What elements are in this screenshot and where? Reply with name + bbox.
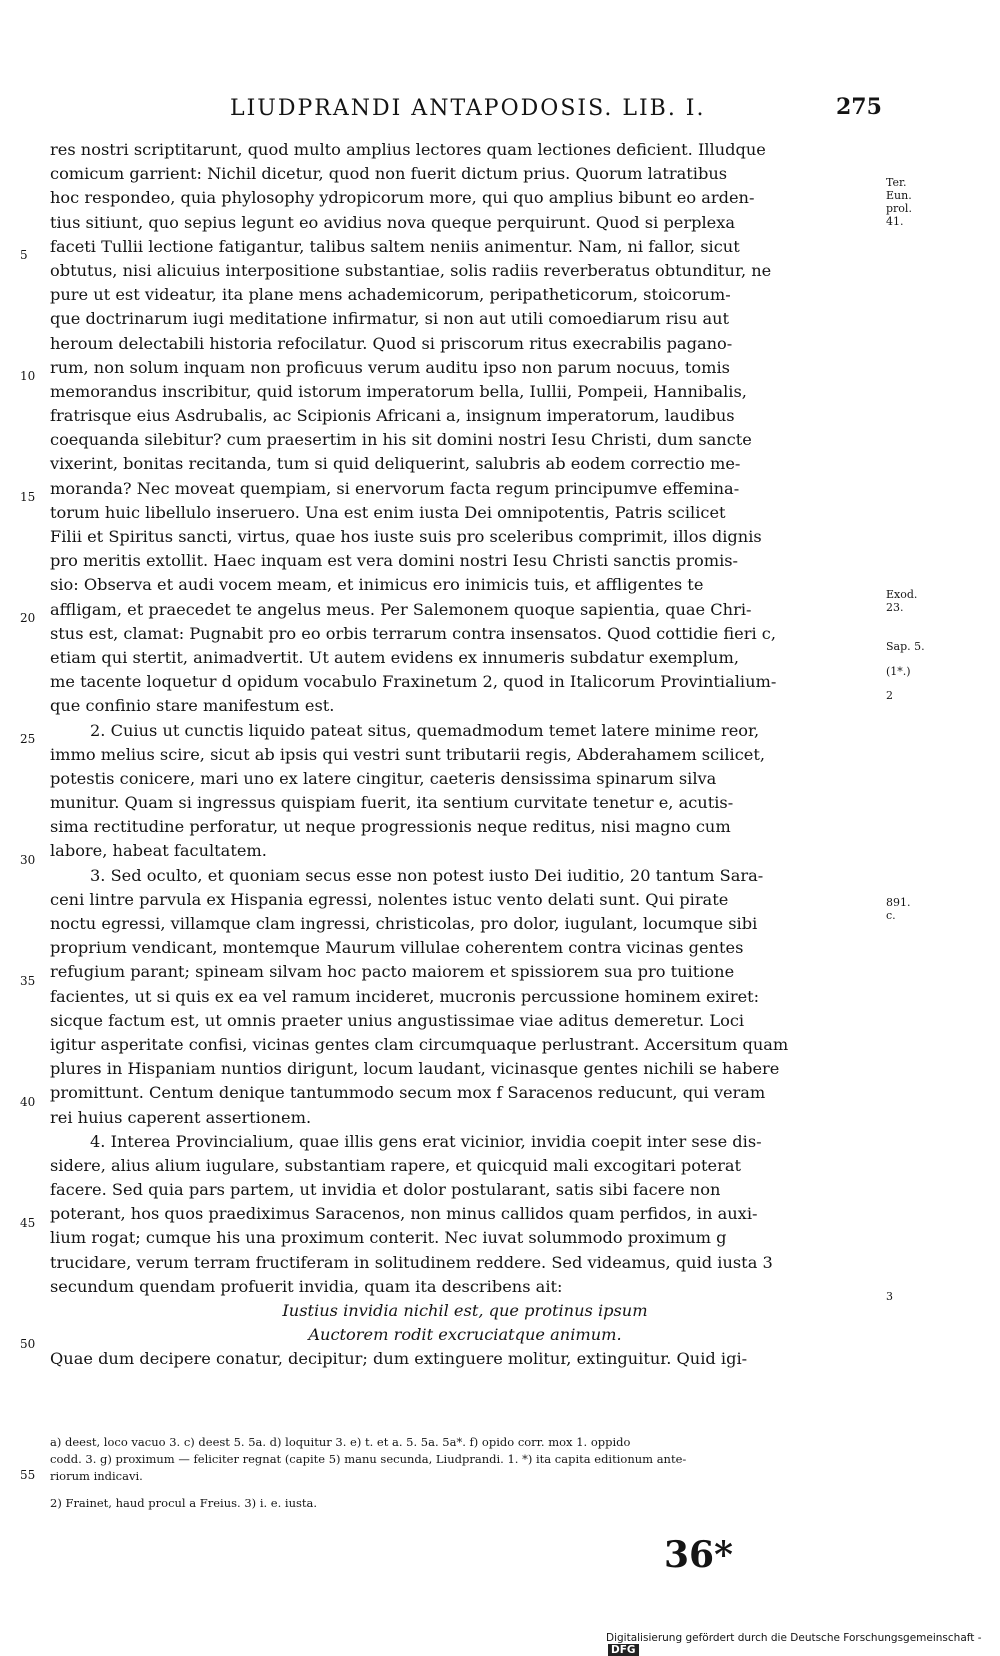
text-line: ceni lintre parvula ex Hispania egressi, nolentes istuc vento delati sunt. Qui pirate <box>50 889 729 909</box>
text-line: hoc respondeo, quia phylosophy ydropicorum more, qui quo amplius bibunt eo arden- <box>50 188 755 208</box>
footnote-line: codd. 3. g) proximum — feliciter regnat (capite 5) manu secunda, Liudprandi. 1. *) ita capita editionum ante- <box>50 1452 687 1466</box>
line-number: 40 <box>20 1095 36 1109</box>
text-line: sicque factum est, ut omnis praeter unius angustissimae viae aditus demeretur. Loci <box>50 1010 745 1030</box>
text-line: trucidare, verum terram fructiferam in solitudinem reddere. Sed videamus, quid iusta 3 <box>50 1252 773 1272</box>
text-line: stus est, clamat: Pugnabit pro eo orbis terrarum contra insensatos. Quod cottidie fieri c, <box>50 623 776 643</box>
text-line: poterant, hos quos praediximus Saracenos, non minus callidos quam perfidos, in auxi- <box>50 1204 758 1224</box>
text-line: munitur. Quam si ingressus quispiam fuerit, ita sentium curvitate tenetur e, acutis- <box>50 793 734 813</box>
text-line: moranda? Nec moveat quempiam, si enervorum facta regum principumve effemina- <box>50 478 740 498</box>
margin-note: Sap. 5. <box>886 640 925 653</box>
text-line: obtutus, nisi alicuius interpositione substantiae, solis radiis reverberatus obtunditur, ne <box>50 260 772 280</box>
line-number: 10 <box>20 369 36 383</box>
main-text <box>50 138 880 1372</box>
text-line: 3. Sed oculto, et quoniam secus esse non potest iusto Dei iuditio, 20 tantum Sara- <box>90 865 764 885</box>
signature-mark: 36* <box>664 1534 733 1576</box>
text-line: potestis conicere, mari uno ex latere cingitur, caeteris densissima spinarum silva <box>50 768 717 788</box>
text-line: facientes, ut si quis ex ea vel ramum incideret, mucronis percussione hominem exiret: <box>50 986 760 1006</box>
text-line: facere. Sed quia pars partem, ut invidia et dolor postularant, satis sibi facere non <box>50 1180 721 1200</box>
footnote-line: 2) Frainet, haud procul a Freius. 3) i. e. iusta. <box>50 1496 318 1510</box>
line-number: 35 <box>20 974 36 988</box>
text-line: igitur asperitate confisi, vicinas gentes clam circumquaque perlustrant. Accersitum quam <box>50 1034 789 1054</box>
text-line: etiam qui stertit, animadvertit. Ut autem evidens ex innumeris subdatur exemplum, <box>50 647 739 667</box>
running-title: LIUDPRANDI ANTAPODOSIS. LIB. I. <box>230 96 706 121</box>
text-line: promittunt. Centum denique tantummodo secum mox f Saracenos reducunt, qui veram <box>50 1083 766 1103</box>
line-number: 20 <box>20 611 36 625</box>
text-line: me tacente loquetur d opidum vocabulo Fraxinetum 2, quod in Italicorum Provintialium- <box>50 672 777 692</box>
margin-note: Ter. Eun. prol. 41. <box>886 176 912 228</box>
verse-line: Auctorem rodit excruciatque animum. <box>308 1325 622 1345</box>
text-line: tius sitiunt, quo sepius legunt eo avidius nova queque perquirunt. Quod si perplexa <box>50 212 736 232</box>
text-line: heroum delectabili historia refocilatur. Quod si priscorum ritus execrabilis pagano- <box>50 333 733 353</box>
dfg-logo: DFG <box>608 1644 639 1656</box>
text-line: vixerint, bonitas recitanda, tum si quid deliquerint, salubris ab eodem correctio me- <box>50 454 741 474</box>
text-line: que doctrinarum iugi meditatione infirmatur, si non aut utili comoediarum risu aut <box>50 309 730 329</box>
line-number: 15 <box>20 490 36 504</box>
margin-note: 3 <box>886 1290 893 1303</box>
text-line: pro meritis extollit. Haec inquam est vera domini nostri Iesu Christi sanctis promis- <box>50 551 739 571</box>
text-line: secundum quendam profuerit invidia, quam ita describens ait: <box>50 1276 563 1296</box>
text-line: fratrisque eius Asdrubalis, ac Scipionis Africani a, insignum imperatorum, laudibus <box>50 406 735 426</box>
line-number: 50 <box>20 1337 36 1351</box>
text-line: torum huic libellulo inseruero. Una est enim iusta Dei omnipotentis, Patris scilicet <box>50 502 726 522</box>
page-number: 275 <box>836 94 882 120</box>
footnotes <box>50 1434 930 1512</box>
text-line: 4. Interea Provincialium, quae illis gens erat vicinior, invidia coepit inter sese dis- <box>90 1131 762 1151</box>
text-line: faceti Tullii lectione fatigantur, talibus saltem neniis animentur. Nam, ni fallor, sicut <box>50 236 740 256</box>
line-number: 45 <box>20 1216 36 1230</box>
text-line: comicum garrient: Nichil dicetur, quod non fuerit dictum prius. Quorum latratibus <box>50 164 728 184</box>
text-line: coequanda silebitur? cum praesertim in his sit domini nostri Iesu Christi, dum sancte <box>50 430 752 450</box>
text-line: plures in Hispaniam nuntios dirigunt, locum laudant, vicinasque gentes nichili se habere <box>50 1059 780 1079</box>
text-line: proprium vendicant, montemque Maurum villulae coherentem contra vicinas gentes <box>50 938 744 958</box>
text-line: rei huius caperent assertionem. <box>50 1107 312 1127</box>
text-line: sima rectitudine perforatur, ut neque progressionis neque reditus, nisi magno cum <box>50 817 731 837</box>
text-line: immo melius scire, sicut ab ipsis qui vestri sunt tributarii regis, Abderahamem scilicet, <box>50 744 766 764</box>
text-line: Quae dum decipere conatur, decipitur; dum extinguere molitur, extinguitur. Quid igi- <box>50 1349 748 1369</box>
line-number: 25 <box>20 732 36 746</box>
margin-note: 2 <box>886 689 893 702</box>
text-line: sidere, alius alium iugulare, substantiam rapere, et quicquid mali excogitari poterat <box>50 1155 742 1175</box>
margin-note: (1*.) <box>886 665 911 678</box>
margin-note: 891. c. <box>886 896 911 922</box>
text-line: 2. Cuius ut cunctis liquido pateat situs, quemadmodum temet latere minime reor, <box>90 720 760 740</box>
text-line: res nostri scriptitarunt, quod multo amplius lectores quam lectiones deficient. Illudque <box>50 140 766 159</box>
text-line: rum, non solum inquam non proficuus verum auditu ipso non parum nocuus, tomis <box>50 357 730 377</box>
line-number: 55 <box>20 1468 36 1482</box>
line-number: 5 <box>20 248 28 262</box>
text-line: Filii et Spiritus sancti, virtus, quae hos iuste suis pro sceleribus comprimit, illos dignis <box>50 527 762 546</box>
text-line: que confinio stare manifestum est. <box>50 696 335 716</box>
margin-note: Exod. 23. <box>886 588 918 614</box>
text-line: noctu egressi, villamque clam ingressi, christicolas, pro dolor, iugulant, locumque sibi <box>50 914 758 933</box>
digitization-text: Digitalisierung gefördert durch die Deutsche Forschungsgemeinschaft - <box>606 1632 982 1644</box>
text-line: memorandus inscribitur, quid istorum imperatorum bella, Iullii, Pompeii, Hannibalis, <box>50 381 747 401</box>
text-line: pure ut est videatur, ita plane mens achademicorum, peripatheticorum, stoicorum- <box>50 285 731 305</box>
line-number: 30 <box>20 853 36 867</box>
text-line: sio: Observa et audi vocem meam, et inimicus ero inimicis tuis, et affligentes te <box>50 575 704 595</box>
text-line: labore, habeat facultatem. <box>50 841 267 861</box>
text-line: lium rogat; cumque his una proximum conterit. Nec iuvat solummodo proximum g <box>50 1228 727 1248</box>
footnote-line: riorum indicavi. <box>50 1469 143 1483</box>
footnote-line: a) deest, loco vacuo 3. c) deest 5. 5a. d) loquitur 3. e) t. et a. 5. 5a. 5a*. f) opido corr. mox 1. oppido <box>50 1435 631 1449</box>
text-line: affligam, et praecedet te angelus meus. Per Salemonem quoque sapientia, quae Chri- <box>50 599 752 619</box>
verse-line: Iustius invidia nichil est, que protinus ipsum <box>282 1301 648 1320</box>
digitization-note <box>606 1632 1000 1656</box>
text-line: refugium parant; spineam silvam hoc pacto maiorem et spissiorem sua pro tuitione <box>50 962 735 982</box>
